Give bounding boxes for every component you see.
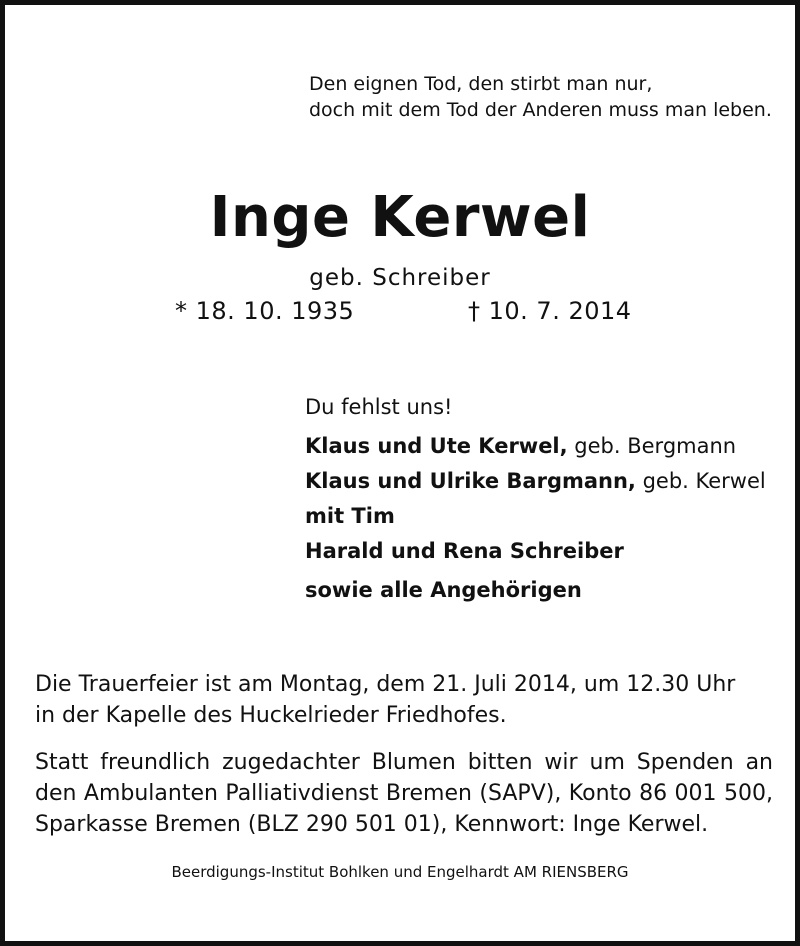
funeral-institute: Beerdigungs-Institut Bohlken und Engelhardt AM RIENSBERG <box>171 863 629 881</box>
deceased-name: Inge Kerwel <box>209 185 591 250</box>
message: Du fehlst uns! <box>305 395 453 419</box>
mourner-name: Harald und Rena Schreiber <box>305 539 624 563</box>
mourner-name: sowie alle Angehörigen <box>305 578 582 602</box>
donation-line-3: Sparkasse Bremen (BLZ 290 501 01), Kennwort: Inge Kerwel. <box>35 812 709 837</box>
service-line-2: in der Kapelle des Huckelrieder Friedhofes. <box>35 703 507 728</box>
mourner-row <box>305 499 766 534</box>
mourner-name: Klaus und Ulrike Bargmann, <box>305 469 636 493</box>
mourner-note: geb. Kerwel <box>635 469 766 493</box>
death-date: † 10. 7. 2014 <box>468 297 632 325</box>
mourner-name: Klaus und Ute Kerwel, <box>305 434 568 458</box>
birth-date: * 18. 10. 1935 <box>175 297 355 325</box>
donation-line-1: Statt freundlich zugedachter Blumen bitten wir um Spenden an <box>35 750 773 775</box>
service-info <box>35 669 735 731</box>
donation-info <box>35 747 773 840</box>
mourner-name: mit Tim <box>305 504 395 528</box>
mourner-row <box>305 573 766 608</box>
mourners-list <box>305 429 766 608</box>
mourner-row <box>305 534 766 569</box>
mourner-row <box>305 464 766 499</box>
mourner-row <box>305 429 766 464</box>
born-name: geb. Schreiber <box>309 265 491 291</box>
quote <box>309 71 772 123</box>
mourner-note: geb. Bergmann <box>567 434 737 458</box>
donation-line-2: den Ambulanten Palliativdienst Bremen (SAPV), Konto 86 001 500, <box>35 781 773 806</box>
quote-line-1: Den eignen Tod, den stirbt man nur, <box>309 73 653 95</box>
service-line-1: Die Trauerfeier ist am Montag, dem 21. Juli 2014, um 12.30 Uhr <box>35 672 736 697</box>
quote-line-2: doch mit dem Tod der Anderen muss man leben. <box>309 99 772 121</box>
